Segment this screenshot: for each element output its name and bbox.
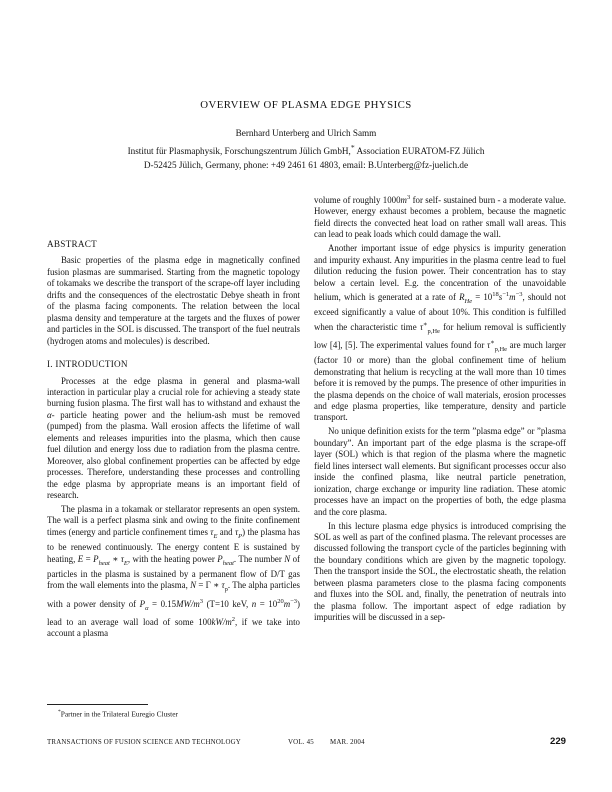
- footer-volume: VOL. 45: [288, 739, 314, 746]
- right-paragraph-3: No unique definition exists for the term ”plasma edge” or ”plasma boundary”. An important part of the edge plasma is the scrape-off layer (SOL) which is that region of the plasma where the magnetic field lines intersect wall elements. But significant processes occur also inside the confined plasma, like neutral particle penetration, ionization, charge exchange or impurity line radiation. These atomic processes have an impact on the properties of both, the edge plasma and the core plasma.: [314, 426, 566, 517]
- intro-paragraph-1: Processes at the edge plasma in general and plasma-wall interaction in particular play a crucial role for achieving a steady state burning fusion plasma. The first wall has to withstand and exhaust the α- particle heating power and the helium-ash must be removed (pumped) from the plasma. Wall erosion affects the lifetime of wall elements and releases impurities into the plasma, which then cause fuel dilution and energy loss due to radiation from the plasma centre. Moreover, also global confinement properties can be affected by edge processes. Therefore, understanding these processes and controlling the edge plasma by appropriate means is an important field of research.: [47, 375, 300, 501]
- right-paragraph-4: In this lecture plasma edge physics is introduced comprising the SOL as well as part of the confined plasma. The relevant processes are discussed following the transport cycle of the particles beginning with the boundary conditions which are given by the magnetic topology. Then the transport inside the SOL, the electrostatic sheath, the relation between plasma parameters close to the plasma facing components and fluxes into the SOL and, finally, the penetration of neutrals into the plasma follow. The important aspect of edge radiation by impurities will be discussed in a sep-: [314, 520, 566, 623]
- left-column: [47, 239, 300, 642]
- intro-paragraph-2: The plasma in a tokamak or stellarator represents an open system. The wall is a perfect plasma sink and owing to the finite confinement times (energy and particle confinement times $\tau_E$ and $\tau_P$) the plasma has to be renewed continuously. The energy content E is sustained by heating, $E = P_{heat}$ ∗ $\tau_E$, with the heating power $P_{heat}$. The number N of particles in the plasma is sustained by a permanent flow of D/T gas from the wall elements into the plasma, N = Γ ∗ $\tau_p$. The alpha particles with a power density of $P_\alpha = 0.15MW/m^3$ (T=10 keV, $n = 10^{20}m^{-3}$) lead to an average wall load of some $100kW/m^2$, if we take into account a plasma: [47, 504, 301, 639]
- footer-journal: TRANSACTIONS OF FUSION SCIENCE AND TECHNOLOGY: [47, 739, 241, 746]
- abstract-heading: ABSTRACT: [47, 239, 97, 249]
- introduction-heading: I. INTRODUCTION: [47, 359, 128, 370]
- right-column: [314, 192, 566, 626]
- footnote-rule: [47, 704, 148, 705]
- right-paragraph-1: volume of roughly $1000m^3$ for self- sustained burn - a moderate value. However, energy exhaust becomes a problem, because the magnetic field directs the convected heat load on rather small wall areas. This can lead to peak loads which could damage the wall.: [314, 194, 566, 240]
- right-paragraph-2: Another important issue of edge physics is impurity generation and impurity exhaust. Any impurities in the plasma centre lead to fuel dilution reducing the fusion power. Their concentration has to stay below a certain level. E.g. the concentration of the unavoidable helium, which is generated at a rate of $R_{He} = 10^{18}s^{-1}m^{-3}$, should not exceed significantly a value of about 10%. This condition is fulfilled when the characteristic time $\tau^∗_{p,He}$ for helium removal is sufficiently low [4], [5]. The experimental values found for $\tau^∗_{p,He}$ are much larger (factor 10 or more) than the global confinement time of helium demonstrating that helium is recycling at the wall more than 10 times before it is removed by the pumps. The presence of other impurities in the plasma depends on the choice of wall materials, erosion processes and edge plasma properties, like temperature, density and particle transport.: [314, 243, 567, 423]
- footnote-block: [47, 704, 300, 719]
- paper-title: OVERVIEW OF PLASMA EDGE PHYSICS: [200, 99, 412, 111]
- footnote-text: *Partner in the Trilateral Euregio Cluster: [58, 709, 178, 719]
- abstract-text: Basic properties of the plasma edge in magnetically confined fusion plasmas are summarised. Starting from the magnetic topology of tokamaks we describe the transport of the scrape-off layer including drifts and the consequences of the electrostatic Debye sheath in front of the plasma facing components. The relation between the local plasma density and temperature at the targets and the fluxes of power and particles in the SOL is discussed. The transport of the fuel neutrals (hydrogen atoms and molecules) is described.: [47, 255, 300, 346]
- page-footer: [47, 736, 566, 753]
- footer-date: MAR. 2004: [330, 739, 365, 746]
- page-number: 229: [549, 736, 566, 747]
- paper-address: D-52425 Jülich, Germany, phone: +49 2461 61 4803, email: B.Unterberg@fz-juelich.de: [143, 159, 469, 170]
- paper-authors: Bernhard Unterberg and Ulrich Samm: [235, 128, 377, 138]
- byline-block: [0, 127, 612, 172]
- paper-affiliation: Institut für Plasmaphysik, Forschungszentrum Jülich GmbH,* Association EURATOM-FZ Jülich: [127, 142, 485, 156]
